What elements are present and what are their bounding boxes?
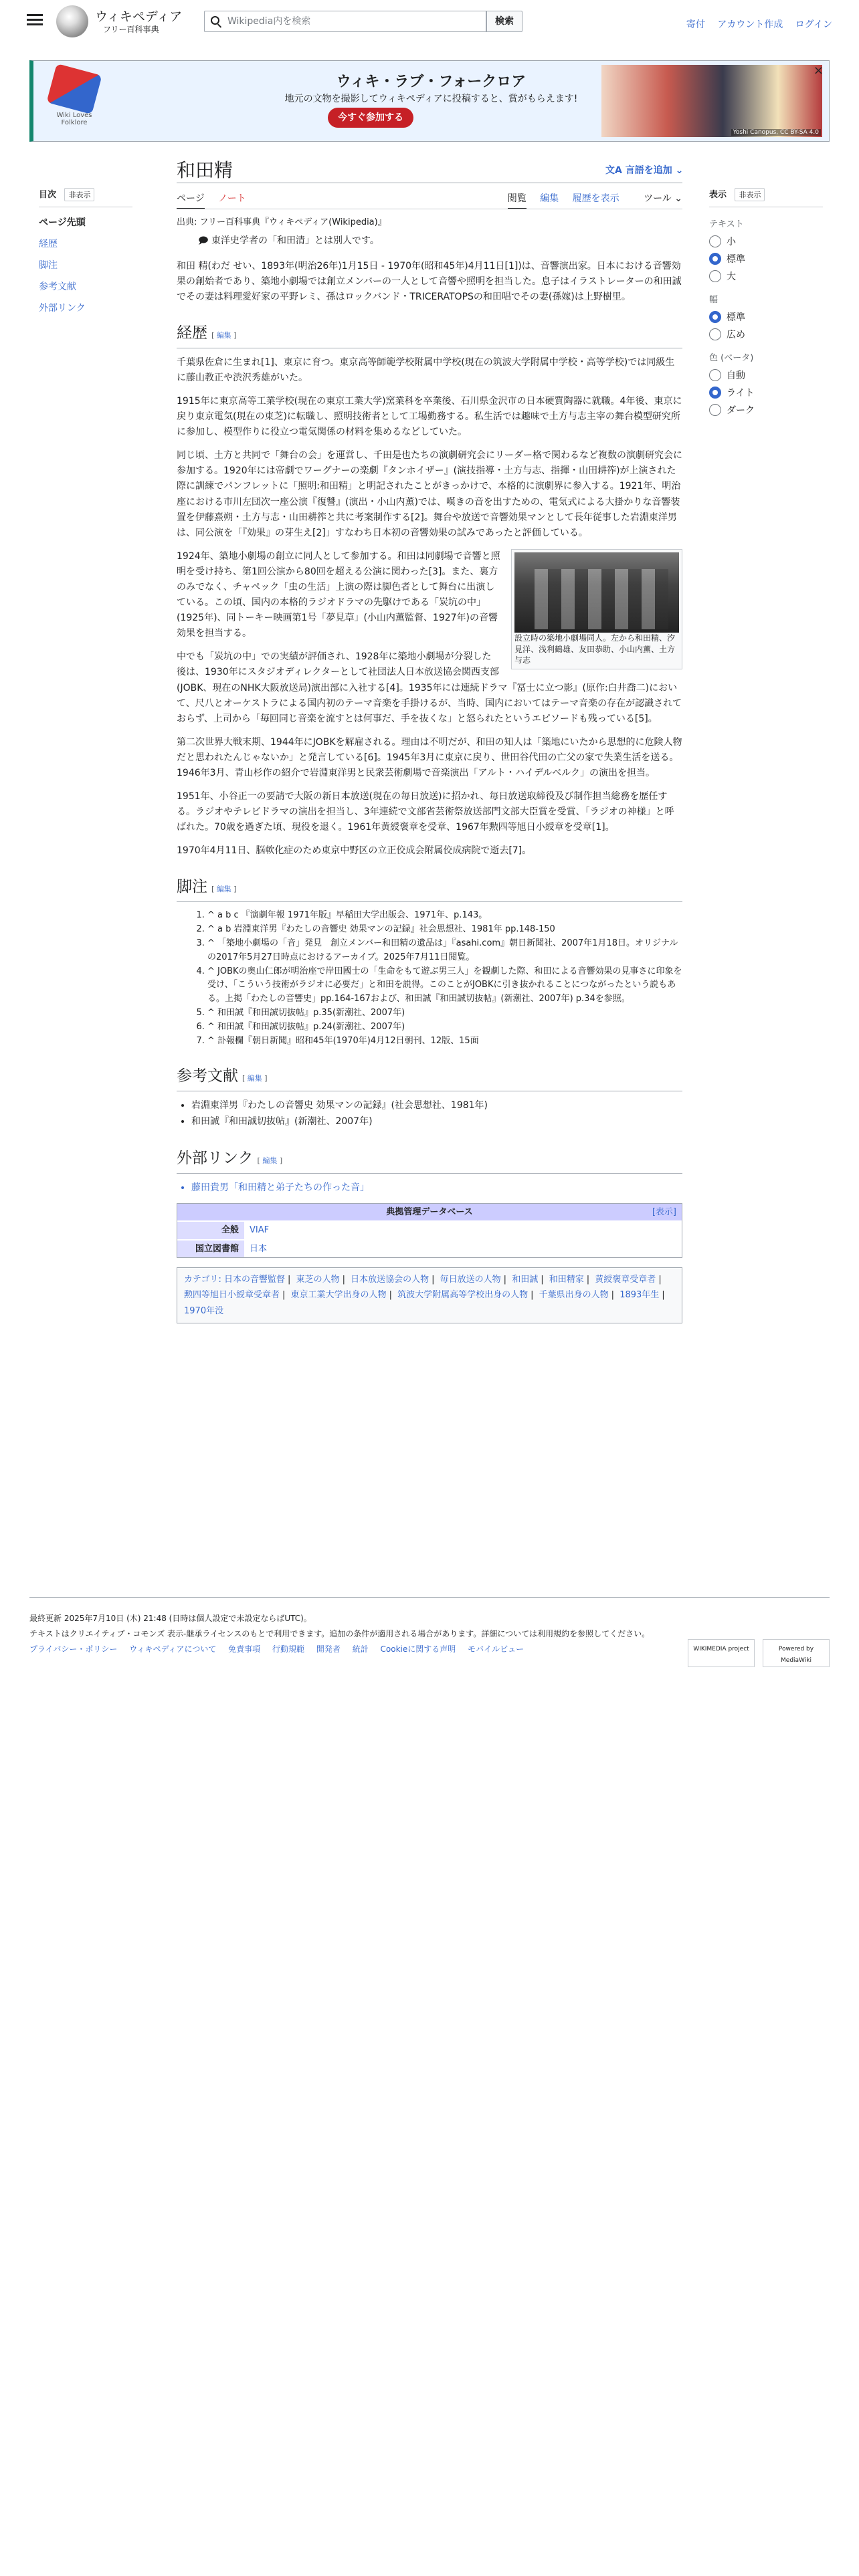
donate-link[interactable]: 寄付 [686, 19, 705, 30]
toc-item-notes[interactable]: 脚注 [39, 260, 58, 271]
translate-icon: 文A [605, 165, 626, 176]
option-label: ダーク [727, 405, 755, 416]
radio-button[interactable] [709, 404, 721, 416]
image-caption: 設立時の築地小劇場同人。左から和田精、汐見洋、浅利鶴雄、友田恭助、小山内薫、土方与志 [514, 633, 676, 665]
powered-by-mediawiki-logo[interactable]: Powered by MediaWiki [763, 1639, 830, 1667]
wikipedia-tagline: フリー百科事典 [103, 25, 159, 34]
option-label: 大 [727, 272, 736, 282]
career-paragraph: 1951年、小谷正一の要請で大阪の新日本放送(現在の毎日放送)に招かれ、毎日放送取締役及び制作担当総務を歴任する。ラジオやテレビドラマの演出を担当し、3年連続で文部省芸術祭放送部門文部大臣賞を受賞、「ラジオの神様」と呼ばれた。70歳を過ぎた頃、現役を退く。1961年黄綬褒章を受章、1967年勲四等旭日小綬章を受章[1]。 [177, 791, 674, 833]
toc-hide-button[interactable]: 非表示 [64, 188, 94, 201]
toc-item-bibliography[interactable]: 参考文献 [39, 282, 76, 292]
radio-button[interactable] [709, 311, 721, 323]
radio-button[interactable] [709, 387, 721, 399]
appearance-title: 表示 [709, 190, 727, 200]
edit-label: 編集 [216, 330, 231, 340]
career-paragraph: 千葉県佐倉に生まれ[1]、東京に育つ。東京高等師範学校附属中学校(現在の筑波大学附属中学校・高等学校)では同級生に藤山教正や渋沢秀雄がいた。 [177, 356, 675, 383]
category-link[interactable]: 和田誠 [512, 1274, 539, 1285]
tab-edit[interactable]: 編集 [540, 193, 559, 204]
width-label: 幅 [709, 295, 719, 305]
page-footer [29, 1597, 830, 1665]
search-input[interactable]: Wikipedia内を検索 [204, 11, 486, 32]
reference-item: 2. ^ a b 岩淵東洋男『わたしの音響史 効果マンの記録』社会思想社、1981年 pp.148-150 [207, 923, 682, 937]
wikipedia-globe-logo[interactable] [56, 5, 88, 37]
close-icon[interactable]: × [813, 64, 824, 78]
banner-subtitle: 地元の文物を撮影してウィキペディアに投稿すると、賞がもらえます! [284, 94, 578, 104]
category-link[interactable]: 東京工業大学出身の人物 [290, 1290, 387, 1301]
edit-label: 編集 [216, 885, 231, 894]
reference-item: 6. ^ 和田誠『和田誠切抜帖』p.24(新潮社、2007年) [207, 1021, 682, 1035]
namespace-tabs [177, 191, 257, 205]
edit-label: 編集 [247, 1074, 262, 1083]
toc-item-career[interactable]: 経歴 [39, 239, 58, 249]
section-bibliography-heading [177, 1064, 682, 1091]
text-size-small-option[interactable] [709, 235, 823, 248]
article-body [177, 215, 682, 1323]
section-bibliography-title: 参考文献 [177, 1067, 238, 1085]
section-external-links-title: 外部リンク [177, 1149, 254, 1167]
tab-page[interactable]: ページ [177, 193, 205, 209]
license-notice: テキストはクリエイティブ・コモンズ 表示-継承ライセンスのもとで利用できます。追加の条件が適用される場合があります。詳細については利用規約を参照してください。 [29, 1628, 650, 1638]
external-link[interactable]: • 藤田貴男「和田精と弟子たちの作った音」 [191, 1180, 682, 1196]
footer-link-mobile[interactable]: モバイルビュー [468, 1644, 524, 1654]
navbox-row-label: 国立図書館 [177, 1241, 244, 1257]
navbox-row [177, 1239, 682, 1257]
option-label: 自動 [727, 370, 745, 381]
reference-item: 1. ^ a b c 『演劇年報 1971年版』早稲田大学出版会、1971年、p.143。 [207, 909, 682, 923]
navbox-title: 典拠管理データベース [386, 1206, 473, 1217]
option-label: 標準 [727, 312, 745, 323]
width-wide-option[interactable] [709, 328, 823, 341]
career-paragraph: 1924年、築地小劇場の創立に同人として参加する。和田は同劇場で音響と照明を受け持ち、第1回公演から80回を超える公演に関わった[3]。また、裏方のみでなく、チャペック「虫の生活」上演の際は脚色者として舞台に出演している。この頃、国内の本格的ラジオドラマの先駆けである「炭坑の中」(1925年)、同トーキー映画第1号「夢見草」(小山内薫監督、1927年)の音響効果を担当する。 [177, 550, 500, 639]
footer-link-code-of-conduct[interactable]: 行動規範 [272, 1644, 305, 1654]
banner-join-button[interactable]: 今すぐ参加する [328, 108, 413, 128]
wikimedia-project-logo[interactable]: WIKIMEDIA project [688, 1639, 755, 1667]
option-label: ライト [727, 388, 755, 399]
create-account-link[interactable]: アカウント作成 [717, 19, 783, 30]
categories-label[interactable]: カテゴリ: [184, 1274, 221, 1285]
option-label: 広め [727, 330, 745, 340]
tab-tools-label: ツール [644, 193, 672, 204]
campaign-banner [29, 60, 830, 142]
footer-link-disclaimer[interactable]: 免責事項 [228, 1644, 261, 1654]
bibliography-list [177, 1098, 682, 1130]
navbox-row-label: 全般 [177, 1222, 244, 1239]
references-list [177, 909, 682, 1048]
text-size-large-option[interactable] [709, 270, 823, 283]
view-tabs [497, 191, 682, 205]
category-links: カテゴリ: 日本の音響監督 | 東芝の人物 | 日本放送協会の人物 | 毎日放送の人物 | 和田誠 | 和田精家 | 黄綬褒章受章者 | 勲四等旭日小綬章受章者 | 東京工業大学出身の人物 | 筑波大学附属高等学校出身の人物 | 千葉県出身の人物 | 1893年生 | 1970年没 [177, 1267, 682, 1323]
category-link[interactable]: 日本の音響監督 [224, 1274, 286, 1285]
section-career-title: 経歴 [177, 324, 207, 342]
category-link[interactable]: 1970年没 [184, 1305, 224, 1316]
hatnote [177, 233, 682, 249]
toc-item-top[interactable]: ページ先頭 [39, 217, 86, 228]
hatnote-text: 東洋史学者の「和田清」とは別人です。 [211, 235, 379, 247]
section-notes-title: 脚注 [177, 878, 207, 896]
text-size-label: テキスト [709, 219, 744, 229]
banner-photo [601, 65, 822, 137]
navbox-toggle[interactable]: [表示] [652, 1206, 676, 1217]
category-link[interactable]: 毎日放送の人物 [440, 1274, 501, 1285]
search-icon [211, 16, 219, 25]
radio-button[interactable] [709, 253, 721, 265]
reference-item: 4. ^ JOBKの奥山仁郎が明治座で岸田國士の「生命をもて遊ぶ男三人」を観劇した際、和田による音響効果の見事さに印象を受け、「こういう技術がラジオに必要だ」と和田を説得。このことがJOBKに引き抜かれることにつながったという説もある。上掲「わたしの音響史」pp.164-167および、和田誠『和田誠切抜帖』(新潮社、2007年) p.34を参照。 [207, 965, 682, 1006]
intro-paragraph: 和田 精(わだ せい、1893年(明治26年)1月15日 - 1970年(昭和45年)4月11日[1])は、音響演出家。日本における音響効果の創始者であり、築地小劇場では創立メンバーの一人として音響や照明を担当した。息子はイラストレーターの和田誠でその妻は料理愛好家の平野レミ、孫はロックバンド・TRICERATOPSの和田唱でその妻(孫嫁)は上野樹里。 [177, 260, 682, 302]
appearance-panel [709, 187, 823, 421]
chevron-down-icon: ⌄ [672, 165, 684, 176]
page-title: 和田精 [177, 159, 233, 181]
banner-photo-caption: Yoshi Canopus, CC BY-SA 4.0 [731, 129, 821, 136]
banner-title: ウィキ・ラブ・フォークロア [336, 74, 527, 90]
category-link[interactable]: 筑波大学附属高等学校出身の人物 [397, 1290, 529, 1301]
table-of-contents [39, 187, 132, 322]
tab-read[interactable]: 閲覧 [508, 193, 527, 209]
article-source-line: 出典: フリー百科事典『ウィキペディア(Wikipedia)』 [177, 217, 387, 227]
radio-button[interactable] [709, 369, 721, 381]
section-notes-heading [177, 875, 682, 902]
color-label: 色 (ベータ) [709, 353, 754, 363]
hatnote-icon: 🗩 [198, 235, 211, 247]
external-links-list [177, 1180, 682, 1196]
section-edit-link[interactable]: [ 編集 ] [257, 1156, 283, 1165]
width-standard-option[interactable] [709, 310, 823, 324]
last-updated: 最終更新 2025年7月10日 (木) 21:48 (日時は個人設定で未設定ならばUTC)。 [29, 1614, 312, 1623]
color-auto-option[interactable] [709, 368, 823, 382]
career-paragraph: 第二次世界大戦末期、1944年にJOBKを解雇される。理由は不明だが、和田の知人は「築地にいたから思想的に危険人物だと思われたんじゃないか」と発言している[6]。1945年3月に東京に戻り、世田谷代田の亡父の家で失業生活を送る。1946年3月、青山杉作の紹介で岩淵東洋男と民衆芸術劇場で音楽演出「アルト・ハイデルベルク」の演出を担当。 [177, 736, 682, 778]
tab-talk[interactable]: ノート [218, 193, 246, 204]
navbox-header [177, 1204, 682, 1220]
reference-item: 7. ^ 訃報欄『朝日新聞』昭和45年(1970年)4月12日朝刊、12版、15面 [207, 1035, 682, 1049]
radio-button[interactable] [709, 270, 721, 282]
navbox-row-value[interactable]: VIAF [250, 1225, 270, 1236]
main-menu-icon[interactable] [27, 12, 43, 28]
section-external-links-heading [177, 1146, 682, 1174]
tsukiji-members-photo[interactable] [514, 552, 679, 633]
category-link[interactable]: 黄綬褒章受章者 [595, 1274, 656, 1285]
appearance-hide-button[interactable]: 非表示 [735, 188, 765, 201]
add-language-label: 言語を追加 [625, 165, 672, 176]
navbox-row [177, 1220, 682, 1239]
personal-tools [677, 17, 832, 31]
radio-button[interactable] [709, 328, 721, 340]
navbox-row-value[interactable]: 日本 [250, 1243, 268, 1254]
text-size-standard-option[interactable] [709, 252, 823, 265]
category-link[interactable]: 和田精家 [549, 1274, 584, 1285]
tab-history[interactable]: 履歴を表示 [572, 193, 619, 204]
career-paragraph: 1970年4月11日、脳軟化症のため東京中野区の立正佼成会附属佼成病院で逝去[7]。 [177, 845, 532, 857]
reference-item: 3. ^ 「築地小劇場の「音」発見 創立メンバー和田精の遺品は」『asahi.com』朝日新聞社、2007年1月18日。オリジナルの2017年5月27日時点におけるアーカイブ。2025年7月11日閲覧。 [207, 937, 682, 965]
category-link[interactable]: 東芝の人物 [296, 1274, 340, 1285]
reference-item: 5. ^ 和田誠『和田誠切抜帖』p.35(新潮社、2007年) [207, 1006, 682, 1021]
wikipedia-wordmark[interactable]: ウィキペディア [95, 9, 183, 24]
article-image[interactable] [511, 549, 682, 669]
banner-logo-text: Wiki Loves Folklore [56, 112, 92, 126]
footer-link-cookies[interactable]: Cookieに関する声明 [380, 1644, 456, 1654]
bibliography-item: • 和田誠『和田誠切抜帖』(新潮社、2007年) [191, 1114, 682, 1130]
section-career-heading [177, 321, 682, 348]
career-paragraph: 1915年に東京高等工業学校(現在の東京工業大学)窯業科を卒業後、石川県金沢市の日本硬質陶器に就職。4年後、東京に戻り東京電気(現在の東芝)に転職し、照明技術者として工場勤務する。私生活では趣味で土方与志主宰の舞台模型研究所に参加し、模型作りに役立つ電気関係の材料を集めるなどしていた。 [177, 395, 682, 438]
option-label: 小 [727, 237, 736, 247]
toc-title: 目次 [39, 190, 57, 200]
radio-button[interactable] [709, 235, 721, 247]
career-paragraph: 同じ頃、土方と共同で「舞台の会」を運営し、千田是也たちの演劇研究会にリーダー格で関わるなど複数の演劇研究会に参加する。1920年には帝劇でワーグナーの楽劇『タンホイザー』(演技指導・土方与志、指揮・山田耕筰)が上演された際に訓練でパンフレットに「照明:和田精」と明記されたことがきっかけで、本格的に演劇界に参入する。1921年、明治座における市川左団次一座公演『復讐』(演出・小山内薫)では、嘆きの音を出すための、電気式による大掛かりな音響装置を伊藤熹朔・土方与志・山田耕筰と共に考案制作する[2]。舞台や放送で音響効果マンとして長年従事した岩淵東洋男は、同公演を「『効果』の芽生え[2]」すなわち日本初の音響効果の試みであったと評価している。 [177, 450, 682, 538]
section-edit-link[interactable]: [ 編集 ] [211, 330, 237, 340]
edit-label: 編集 [262, 1156, 278, 1165]
footer-link-developers[interactable]: 開発者 [316, 1644, 341, 1654]
option-label: 標準 [727, 254, 745, 265]
add-language-button[interactable] [605, 163, 683, 177]
section-edit-link[interactable]: [ 編集 ] [242, 1074, 268, 1083]
site-header [0, 0, 859, 41]
search-button[interactable]: 検索 [486, 11, 522, 32]
category-link[interactable]: 1893年生 [619, 1290, 660, 1301]
career-paragraph: 中でも「炭坑の中」での実績が評価され、1928年に築地小劇場が分裂した後は、1930年にスタジオディレクターとして社団法人日本放送協会関西支部(JOBK、現在のNHK大阪放送局)演出部に入社する[4]。1935年には連続ドラマ『冨士に立つ影』(原作:白井喬二)において、尺八とオーケストラによる国内初のテーマ音楽を手掛けるが、当時、国内においてはテーマ音楽の存在が認識されておらず、上司から「毎回同じ音楽を流すとは何事だ、手を抜くな」と怒られたというエピソードも残っている[5]。 [177, 651, 682, 724]
toc-item-external-links[interactable]: 外部リンク [39, 303, 86, 314]
footer-link-about[interactable]: ウィキペディアについて [129, 1644, 217, 1654]
color-light-option[interactable] [709, 386, 823, 399]
footer-link-privacy[interactable]: プライバシー・ポリシー [29, 1644, 118, 1654]
category-link[interactable]: 日本放送協会の人物 [351, 1274, 430, 1285]
tab-tools[interactable]: ツール ⌄ [644, 193, 682, 204]
bibliography-item: • 岩淵東洋男『わたしの音響史 効果マンの記録』(社会思想社、1981年) [191, 1098, 682, 1114]
authority-control-navbox [177, 1203, 682, 1258]
category-link[interactable]: 千葉県出身の人物 [539, 1290, 609, 1301]
category-link[interactable]: 勲四等旭日小綬章受章者 [184, 1290, 280, 1301]
footer-link-stats[interactable]: 統計 [352, 1644, 369, 1654]
section-edit-link[interactable]: [ 編集 ] [211, 885, 237, 894]
color-dark-option[interactable] [709, 403, 823, 417]
login-link[interactable]: ログイン [795, 19, 832, 30]
